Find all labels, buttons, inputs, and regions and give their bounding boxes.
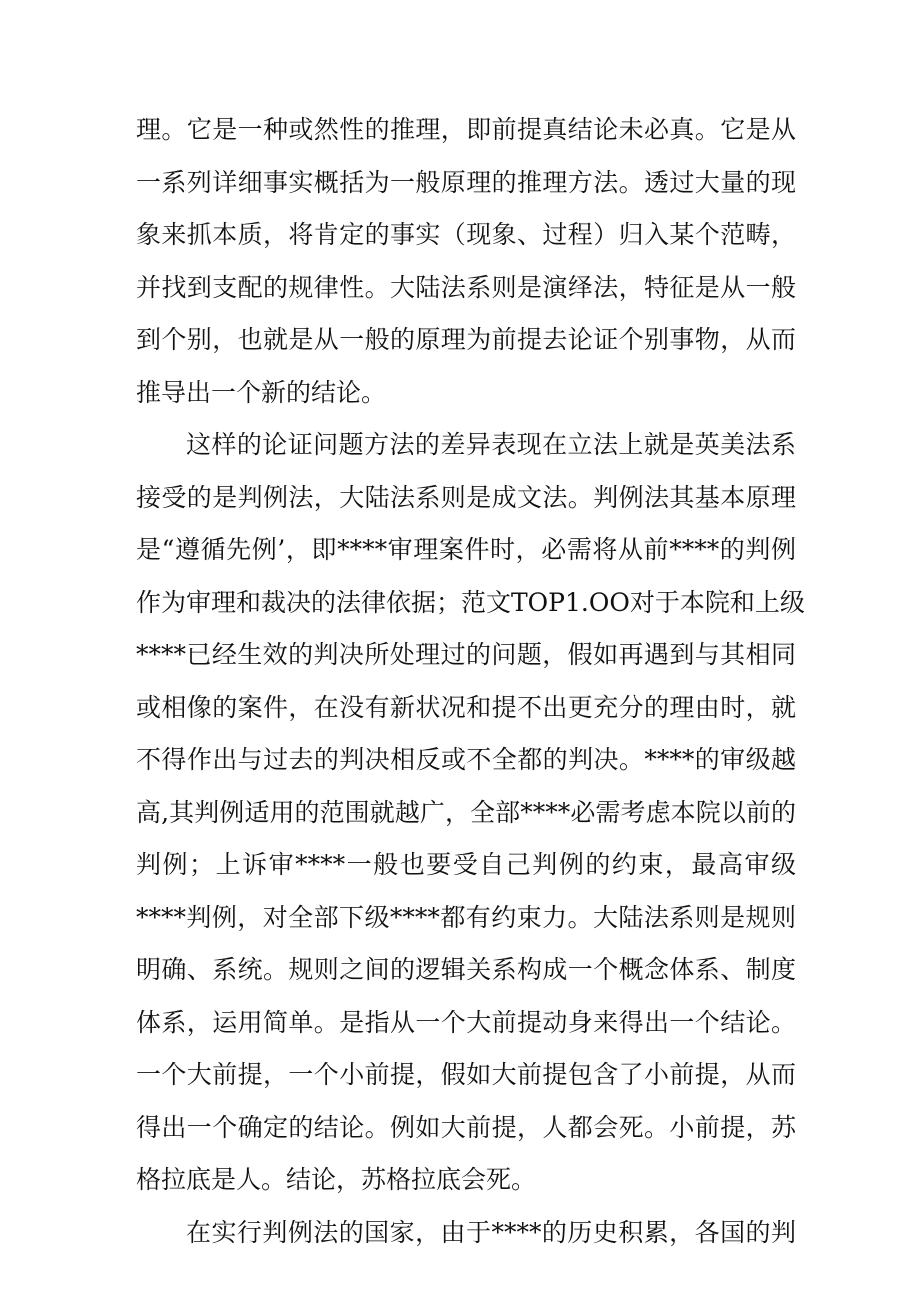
paragraph-2 [136,419,805,1207]
text-line: 接受的是判例法，大陆法系则是成文法。判例法其基本原理 [136,482,796,512]
text-line: 明确、系统。规则之间的逻辑关系构成一个概念体系、制度 [136,955,796,984]
text-line: 得出一个确定的结论。例如大前提，人都会死。小前提，苏 [136,1112,796,1142]
text-line: 一系列详细事实概括为一般原理的推理方法。透过大量的现 [136,167,796,197]
text-line: 是“遵循先例’，即****审理案件时，必需将从前****的判例 [136,535,796,564]
document-body [136,104,805,1259]
paragraph-3 [136,1207,796,1260]
text-line: 或相像的案件，在没有新状况和提不出更充分的理由时，就 [136,692,796,722]
text-line: 并找到支配的规律性。大陆法系则是演绎法，特征是从一般 [136,272,796,302]
text-line: 推导出一个新的结论。 [136,377,387,407]
text-line: 判例；上诉审****一般也要受自己判例的约束，最高审级 [136,850,796,879]
text-line: 格拉底是人。结论，苏格拉底会死。 [136,1165,537,1194]
text-line: 高,其判例适用的范围就越广，全部****必需考虑本院以前的 [136,797,796,827]
text-line: 理。它是一种或然性的推理，即前提真结论未必真。它是从 [136,115,796,144]
text-line: 到个别，也就是从一般的原理为前提去论证个别事物，从而 [136,325,796,354]
paragraph-1 [136,104,796,419]
text-line: 体系，运用简单。是指从一个大前提动身来得出一个结论。 [136,1007,796,1037]
text-line: 一个大前提，一个小前提，假如大前提包含了小前提，从而 [136,1060,796,1089]
text-line: 作为审理和裁决的法律依据；范文TOP1.OO对于本院和上级 [136,587,805,617]
text-line: 在实行判例法的国家，由于****的历史积累，各国的判 [186,1217,796,1247]
text-line: ****已经生效的判决所处理过的问题，假如再遇到与其相同 [136,640,796,669]
text-line: 象来抓本质，将肯定的事实（现象、过程）归入某个范畴， [136,220,796,249]
text-line: 不得作出与过去的判决相反或不全都的判决。****的审级越 [136,745,796,774]
text-line: ****判例，对全部下级****都有约束力。大陆法系则是规则 [136,902,796,932]
text-line: 这样的论证问题方法的差异表现在立法上就是英美法系 [186,430,796,459]
